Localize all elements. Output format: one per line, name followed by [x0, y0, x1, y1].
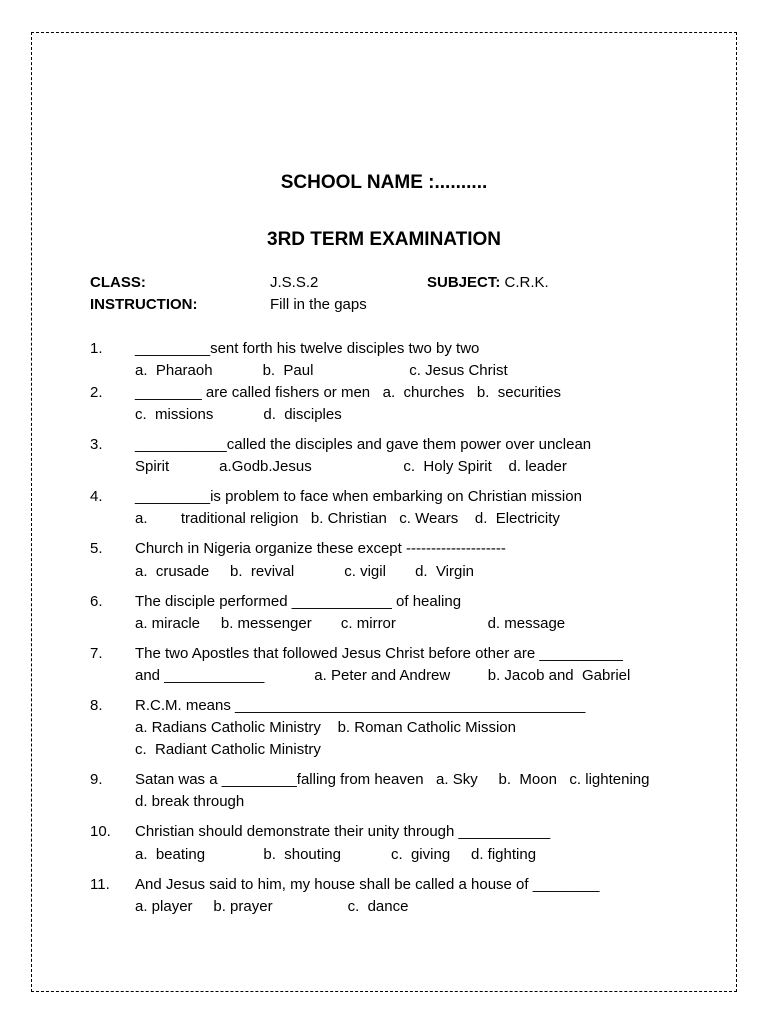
question-text: ________ are called fishers or men a. churches b. securities	[135, 384, 562, 401]
question-options: a. traditional religion b. Christian c. Wears d. Electricity	[135, 510, 560, 527]
question-number: 6.	[90, 593, 103, 610]
question-number: 5.	[90, 540, 103, 557]
question-options: Spirit a.Godb.Jesus c. Holy Spirit d. leader	[135, 458, 567, 475]
question-text: ___________called the disciples and gave them power over unclean	[135, 436, 592, 453]
question-number: 10.	[90, 823, 111, 840]
question-text: The disciple performed ____________ of healing	[135, 593, 462, 610]
question-text: Christian should demonstrate their unity through ___________	[135, 823, 551, 840]
class-label: CLASS:	[90, 274, 146, 291]
class-value: J.S.S.2	[270, 274, 319, 291]
question-text: _________is problem to face when embarking on Christian mission	[135, 488, 582, 505]
question-number: 7.	[90, 645, 103, 662]
question-options: a. Pharaoh b. Paul c. Jesus Christ	[135, 362, 508, 379]
question-number: 9.	[90, 771, 103, 788]
question-options: a. crusade b. revival c. vigil d. Virgin	[135, 563, 475, 580]
question-options: a. beating b. shouting c. giving d. fighting	[135, 846, 537, 863]
question-number: 4.	[90, 488, 103, 505]
subject-value: C.R.K.	[504, 274, 549, 291]
question-options: d. break through	[135, 793, 245, 810]
instruction-value: Fill in the gaps	[270, 296, 367, 313]
question-options: and ____________ a. Peter and Andrew b. Jacob and Gabriel	[135, 667, 631, 684]
subject	[427, 273, 549, 293]
question-text: Church in Nigeria organize these except --------------------	[135, 540, 506, 557]
question-number: 8.	[90, 697, 103, 714]
question-number: 11.	[90, 876, 110, 893]
question-number: 2.	[90, 384, 103, 401]
question-options: a. player b. prayer c. dance	[135, 898, 409, 915]
school-name: SCHOOL NAME :..........	[280, 172, 488, 193]
question-options: a. miracle b. messenger c. mirror d. message	[135, 615, 566, 632]
question-text: R.C.M. means __________________________________________	[135, 697, 586, 714]
question-text: _________sent forth his twelve disciples two by two	[135, 340, 480, 357]
exam-title: 3RD TERM EXAMINATION	[267, 229, 501, 250]
instruction-label: INSTRUCTION:	[90, 296, 198, 313]
question-text: The two Apostles that followed Jesus Christ before other are __________	[135, 645, 623, 662]
question-text: Satan was a _________falling from heaven a. Sky b. Moon c. lightening	[135, 771, 650, 788]
question-options: c. missions d. disciples	[135, 406, 342, 423]
question-number: 3.	[90, 436, 103, 453]
subject-label: SUBJECT:	[427, 274, 501, 291]
question-options: c. Radiant Catholic Ministry	[135, 741, 321, 758]
question-text: And Jesus said to him, my house shall be called a house of ________	[135, 876, 600, 893]
question-number: 1.	[90, 340, 103, 357]
question-options: a. Radians Catholic Ministry b. Roman Catholic Mission	[135, 719, 516, 736]
